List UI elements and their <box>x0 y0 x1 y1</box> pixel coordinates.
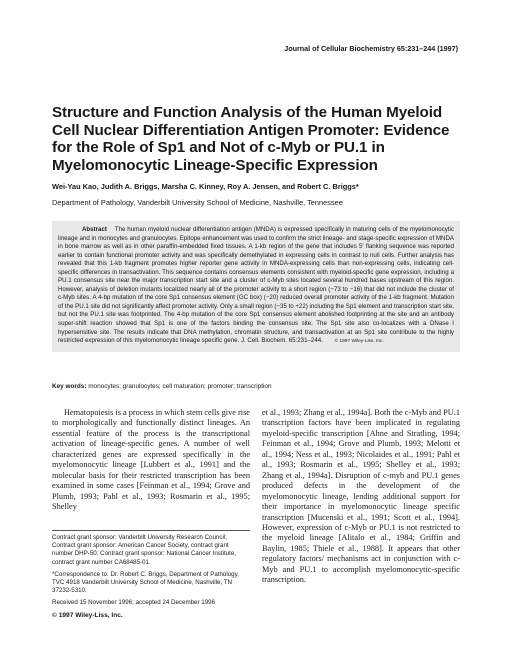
abstract-text: The human myeloid nuclear differentiation antigen (MNDA) is expressed specifically in maturing cells of the myelomonocytic lineage and in monocytes and granulocytes. Epitope enhancement was used to confirm the strict lineage- and stage-specific expression of MNDA in bone marrow as well as in other paraffin-embedded fixed tissues. A 1-kb region of the gene that includes 5′ flanking sequence was reported earlier to contain functional promoter activity and was specifically demethylated in expressing cells in contrast to null cells. Further analysis has revealed that this 1-kb fragment promotes higher reporter gene activity in MNDA-expressing cells than non-expressing cells, indicating cell-specific differences in transactivation. This sequence contains consensus elements consistent with myeloid-specific gene expression, including a PU.1 consensus site near the major transcription start site and a cluster of c-Myb sites located several hundred bases upstream of this region. However, analysis of deletion mutants localized nearly all of the promoter activity to a short region (−73 to −16) that did not include the cluster of c-Myb sites. A 4-bp mutation of the core Sp1 consensus element (GC box) (−20) reduced overall promoter activity of the 1-kb fragment. Mutation of the PU.1 site did not significantly affect promoter activity. Only a small region (−35 to +22) including the Sp1 element and transcription start site, but not the PU.1 site was footprinted. The 4-bp mutation of the core Sp1 consensus element abolished footprinting at the site and an antibody super-shift reaction showed that Sp1 is one of the factors binding the consensus site. The Sp1 site also co-localizes with a DNase I hypersensitive site. The results indicate that DNA methylation, chromatin structure, and transactivation at an Sp1 site contribute to the highly restricted expression of this myelomonocytic lineage specific gene. J. Cell. Biochem. 65:231–244. <box>58 226 454 345</box>
body-paragraph-left: Hematopoiesis is a process in which stem cells give rise to morphologically and functionally distinct lineages. An essential feature of the process is the transcriptional activation of lineage-specific genes. A number of well characterized genes are expressed specifically in the myelomonocytic lineage [Lubbert et al., 1991] and the molecular basis for their restricted transcription has been examined in some cases [Feinman et al., 1994; Grove and Plumb, 1993; Pahl et al., 1993; Rosmarin et al., 1995; Shelley <box>52 408 250 512</box>
footnotes <box>52 534 250 612</box>
footnote-grants: Contract grant sponsor: Vanderbilt University Research Council; Contract grant sponsor: American Cancer Society, contract grant number DHP-50; Contract grant sponsor: National Cancer Institute, contract grant number CA68485-01. <box>52 534 236 566</box>
keywords-label: Key words: <box>52 383 87 390</box>
abstract-copyright: © 1997 Wiley-Liss, Inc. <box>334 339 384 345</box>
body-column-left <box>52 408 250 513</box>
footnote-correspondence: *Correspondence to: Dr. Robert C. Briggs, Department of Pathology, TVC 4918 Vanderbilt University School of Medicine, Nashville, TN 37232-5310. <box>52 570 239 595</box>
abstract-label: Abstract <box>82 226 107 233</box>
journal-header: Journal of Cellular Biochemistry 65:231–244 (1997) <box>284 44 458 53</box>
footnote-divider <box>52 530 250 531</box>
body-column-right <box>262 408 460 586</box>
body-paragraph-right: et al., 1993; Zhang et al., 1994a]. Both the c-Myb and PU.1 transcription factors have been implicated in regulating myeloid-specific transcription [Ahne and Stratling, 1994; Feinman et al., 1994; Grove and Plumb, 1993; Melotti et al., 1994; Ness et al., 1993; Nicolaides et al., 1991; Pahl et al., 1993; Rosmarin et al., 1995; Shelley et al., 1993; Zhang et al., 1994a]. Disruption of c-myb and PU.1 genes produced defects in the development of the myelomonocytic lineage, lending additional support for their importance in myelomonocytic lineage specific transcription [Mucenski et al., 1991; Scott et al., 1994]. However, expression of c-Myb or PU.1 is not restricted to the myeloid lineage [Alitalo et al., 1984; Griffin and Baylin, 1985; Thiele et al., 1988]. It appears that other regulatory factors/ mechanisms act in conjunction with c-Myb and PU.1 to accomplish myelomonocytic-specific transcription. <box>262 408 460 585</box>
keywords-text: monocytes; granulocytes; cell maturation; promoter; transcription <box>88 383 272 390</box>
affiliation: Department of Pathology, Vanderbilt University School of Medicine, Nashville, Tennessee <box>52 198 343 207</box>
article-title: Structure and Function Analysis of the Human Myeloid Cell Nuclear Differentiation Antigen Promoter: Evidence for the Role of Sp1 and Not of c-Myb or PU.1 in Myelomonocytic Lineage-Specific Expression <box>52 104 450 174</box>
footnote-received: Received 15 November 1996; accepted 24 December 1996 <box>52 599 216 607</box>
abstract-box <box>52 221 460 352</box>
keywords <box>52 383 460 390</box>
author-list: Wei-Yau Kao, Judith A. Briggs, Marsha C. Kinney, Roy A. Jensen, and Robert C. Briggs* <box>52 182 359 191</box>
page-copyright: © 1997 Wiley-Liss, Inc. <box>52 612 123 619</box>
